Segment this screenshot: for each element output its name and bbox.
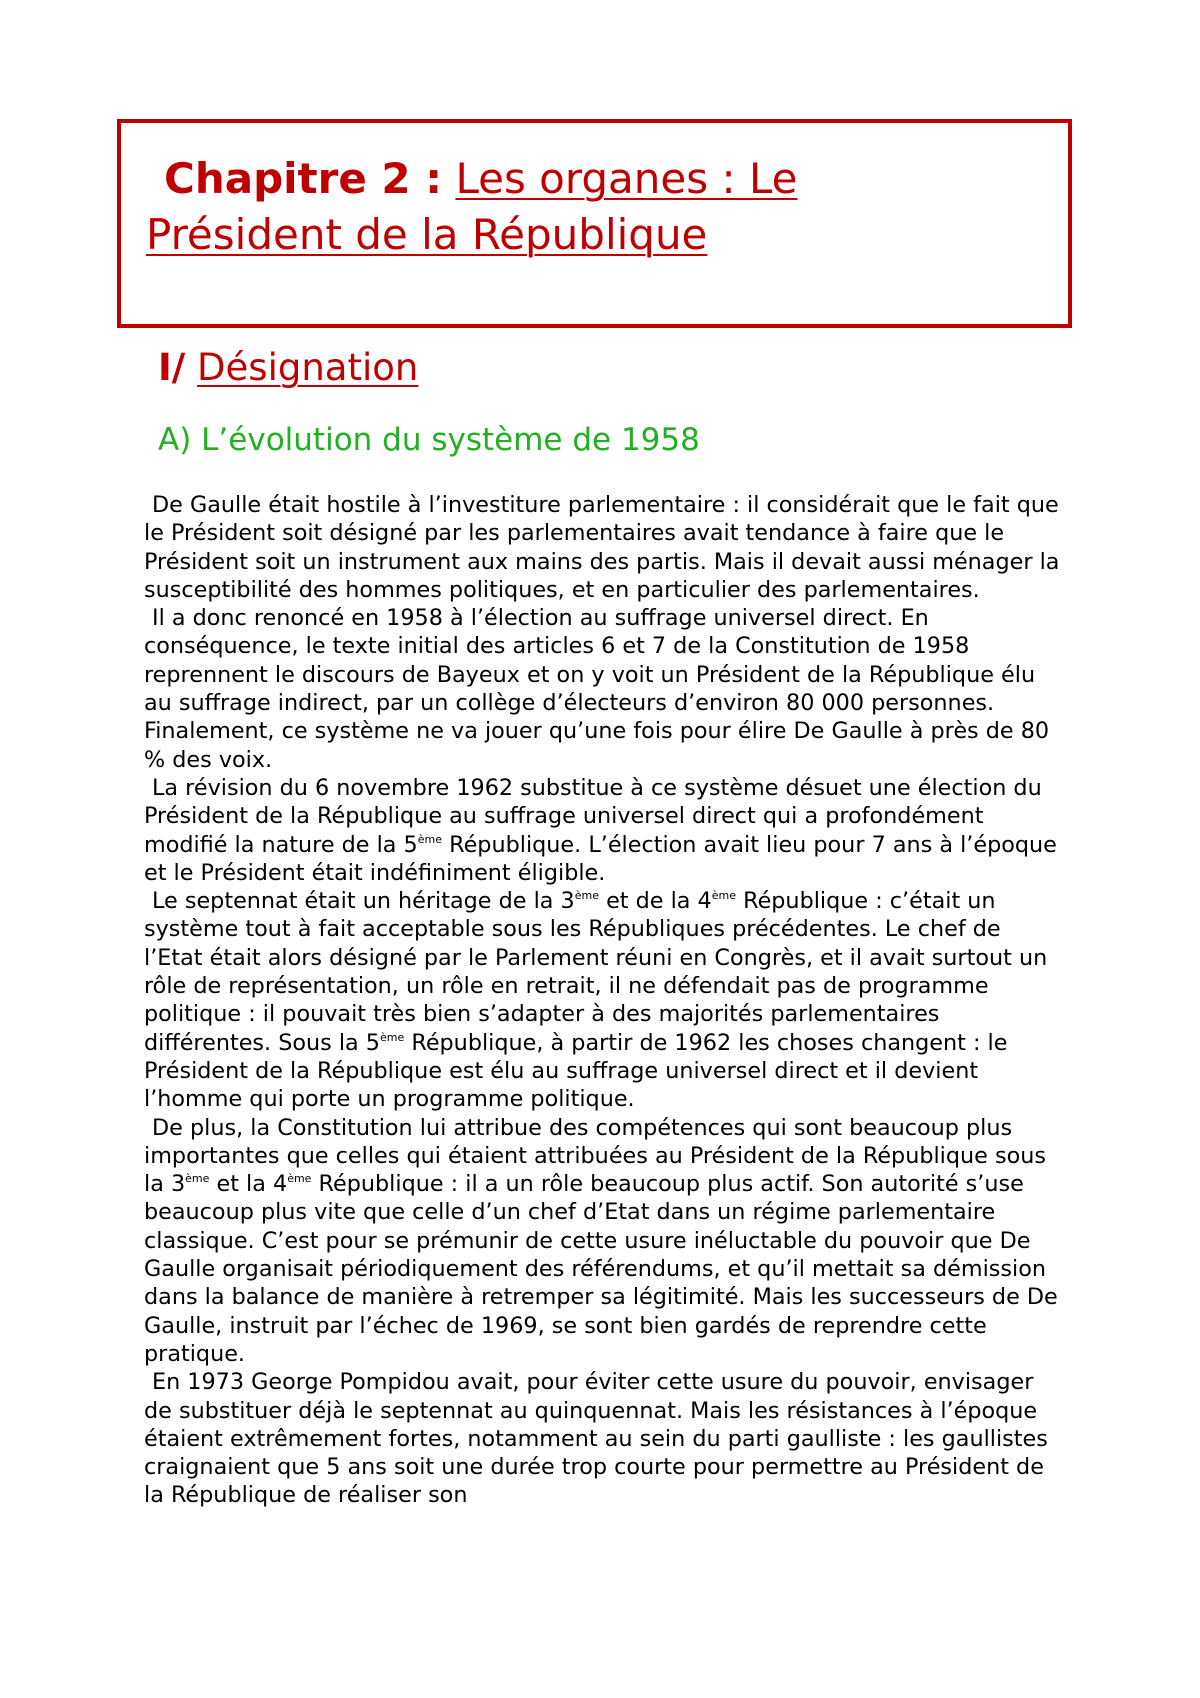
paragraph-2: Il a donc renoncé en 1958 à l’élection au suffrage universel direct. En conséquence, le texte initial des articles 6 et 7 de la Constitution de 1958 reprennent le discours de Bayeux et on y voit un Président de la République élu au suffrage indirect, par un collège d’électeurs d’environ 80 000 personnes. Finalement, ce système ne va jouer qu’une fois pour élire De Gaulle à près de 80 % des voix. xyxy=(144,605,1050,773)
section-title: Désignation xyxy=(197,346,419,389)
ordinal-suffix: ème xyxy=(379,1030,405,1044)
chapter-title-line2: Président de la République xyxy=(146,210,708,259)
ordinal-suffix: ème xyxy=(185,1172,210,1186)
paragraph-1: De Gaulle était hostile à l’investiture parlementaire : il considérait que le fait que le Président soit désigné par les parlementaires avait tendance à faire que le Président soit un instrument aux mains des partis. Mais il devait aussi ménager la susceptibilité des hommes politiques, et en particulier des parlementaires. xyxy=(144,492,1060,603)
ordinal-suffix: ème xyxy=(417,832,443,846)
subsection-heading: A) L’évolution du système de 1958 xyxy=(158,422,700,458)
ordinal-suffix: ème xyxy=(711,889,736,903)
paragraph-5 xyxy=(144,1114,1064,1369)
paragraph-3-text-a: La révision du 6 novembre 1962 substitue à ce système désuet une élection du Président de la République au suffrage universel direct qui a profondément modifié la nature de la 5 xyxy=(144,774,1042,858)
section-heading xyxy=(158,345,418,391)
ordinal-suffix: ème xyxy=(287,1172,312,1186)
section-number: I/ xyxy=(158,346,186,389)
paragraph-5-text-c: République : il a un rôle beaucoup plus actif. Son autorité s’use beaucoup plus vite que celle d’un chef d’Etat dans un régime parlementaire classique. C’est pour se prémunir de cette usure inéluctable du pouvoir que De Gaulle organisait périodiquement des référendums, et qu’il mettait sa démission dans la balance de manière à retremper sa légitimité. Mais les successeurs de De Gaulle, instruit par l’échec de 1969, se sont bien gardés de reprendre cette pratique. xyxy=(144,1171,1058,1367)
chapter-title xyxy=(146,151,1046,263)
paragraph-4-text-b: et de la 4 xyxy=(598,888,712,915)
paragraph-4 xyxy=(144,887,1064,1113)
paragraph-4-text-c: République : c’était un système tout à fait acceptable sous les Républiques précédentes. Le chef de l’Etat était alors désigné par le Parlement réuni en Congrès, et il avait surtout un rôle de représentation, un rôle en retrait, il ne défendait pas de programme politique : il pouvait très bien s’adapter à des majorités parlementaires différentes. Sous la 5 xyxy=(144,888,1048,1056)
body-text xyxy=(144,491,1064,1510)
ordinal-suffix: ème xyxy=(574,889,599,903)
paragraph-4-text-a: Le septennat était un héritage de la 3 xyxy=(152,888,575,915)
paragraph-5-text-a: De plus, la Constitution lui attribue des compétences qui sont beaucoup plus importantes que celles qui étaient attribuées au Président de la République sous la 3 xyxy=(144,1114,1046,1198)
paragraph-5-text-b: et la 4 xyxy=(209,1171,288,1198)
paragraph-3-text-b: République. L’élection avait lieu pour 7 ans à l’époque et le Président était indéfiniment éligible. xyxy=(144,831,1057,886)
chapter-title-line1: Les organes : Le xyxy=(455,154,798,203)
paragraph-4-text-d: République, à partir de 1962 les choses changent : le Président de la République est élu au suffrage universel direct et il devient l’homme qui porte un programme politique. xyxy=(144,1029,1008,1113)
chapter-title-box xyxy=(117,119,1072,328)
paragraph-3 xyxy=(144,774,1064,887)
chapter-label: Chapitre 2 : xyxy=(164,154,443,203)
paragraph-6: En 1973 George Pompidou avait, pour éviter cette usure du pouvoir, envisager de substituer déjà le septennat au quinquennat. Mais les résistances à l’époque étaient extrêmement fortes, notamment au sein du parti gaulliste : les gaullistes craignaient que 5 ans soit une durée trop courte pour permettre au Président de la République de réaliser son xyxy=(144,1369,1048,1509)
